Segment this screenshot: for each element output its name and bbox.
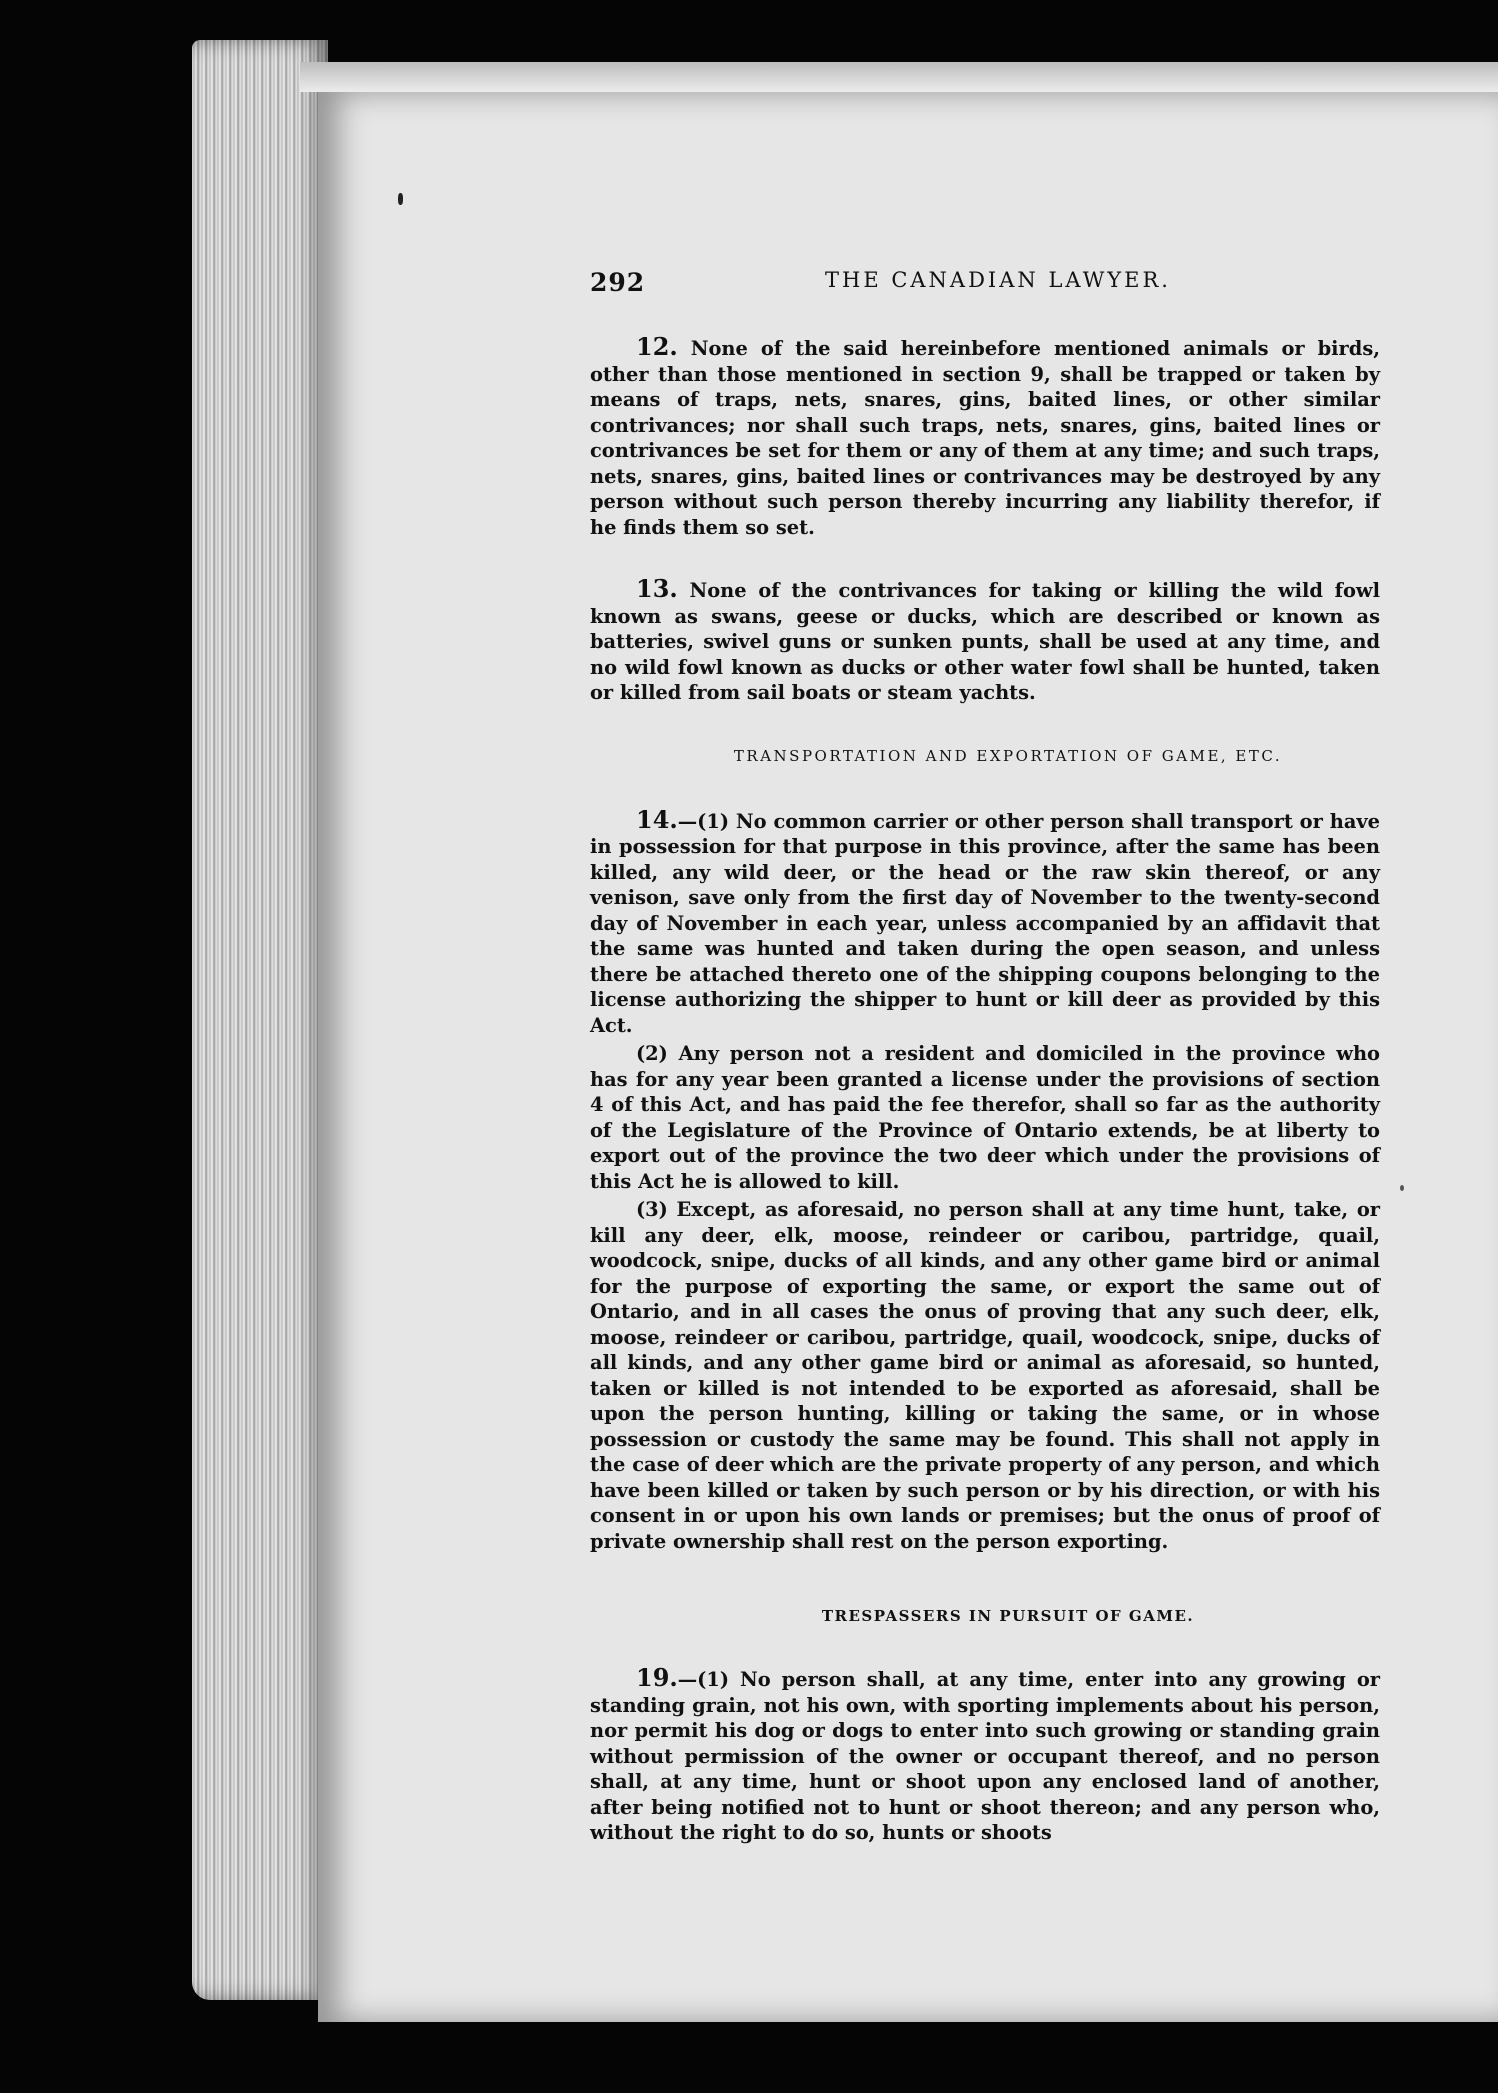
page-number: 292 [590,268,646,297]
heading-transportation: TRANSPORTATION AND EXPORTATION OF GAME, ETC. [733,746,1283,765]
section-14-2: (2) Any person not a resident and domiciled in the province who has for any year been granted a license under the provisions of section 4 of this Act, and has paid the fee therefor, shall so far as the authority of the Legislature of the Province of Ontario extends, be at liberty to export out of the province the two deer which under the provisions of this Act he is allowed to kill. [590,1042,1380,1193]
section-14-1 [590,804,1380,1039]
book-page-edges [192,40,328,2000]
section-number: 12. [636,332,678,361]
journal-title: THE CANADIAN LAWYER. [825,268,1171,292]
section-text: —(1) No person shall, at any time, enter into any growing or standing grain, not his own, with sporting implements about his person, nor permit his dog or dogs to enter into such growing or standing grain without permission of the owner or occupant thereof, and no person shall, at any time, hunt or shoot upon any enclosed land of another, after being notified not to hunt or shoot thereon; and any person who, without the right to do so, hunts or shoots [590,1668,1380,1844]
scan-mark [398,193,403,205]
section-number: 13. [636,574,678,603]
section-text: None of the said hereinbefore mentioned animals or birds, other than those mentioned in section 9, shall be trapped or taken by means of traps, nets, snares, gins, baited lines, or other similar contrivances; nor shall such traps, nets, snares, gins, baited lines or contrivances be set for them or any of them at any time; and such traps, nets, snares, gins, baited lines or contrivances may be destroyed by any person without such person thereby incurring any liability therefor, if he finds them so set. [590,337,1380,539]
section-number: 19. [636,1663,678,1692]
section-12 [590,334,1380,540]
scan-speck [1400,1185,1404,1191]
book-top-edge [300,62,1498,92]
section-text: None of the contrivances for taking or killing the wild fowl known as swans, geese or ducks, which are described or known as batteries, swivel guns or sunken punts, shall be used at any time, and no wild fowl known as ducks or other water fowl shall be hunted, taken or killed from sail boats or steam yachts. [590,579,1380,704]
section-13 [590,576,1380,706]
section-14-3: (3) Except, as aforesaid, no person shall at any time hunt, take, or kill any deer, elk, moose, reindeer or caribou, partridge, quail, woodcock, snipe, ducks of all kinds, and any other game bird or animal for the purpose of exporting the same, or export the same out of Ontario, and in all cases the onus of proving that any such deer, elk, moose, reindeer or caribou, partridge, quail, woodcock, snipe, ducks of all kinds, and any other game bird or animal as aforesaid, so hunted, taken or killed is not intended to be exported as aforesaid, shall be upon the person hunting, killing or taking the same, or in whose possession or custody the same may be found. This shall not apply in the case of deer which are the private property of any person, and which have been killed or taken by such person or by his direction, or with his consent in or upon his own lands or premises; but the onus of proof of private ownership shall rest on the person exporting. [590,1198,1380,1553]
heading-trespassers: TRESPASSERS IN PURSUIT OF GAME. [821,1607,1195,1625]
section-19-1 [590,1665,1380,1846]
section-number: 14. [636,804,678,834]
section-text: —(1) No common carrier or other person shall transport or have in possession for that purpose in this province, after the same has been killed, any wild deer, or the head or the raw skin thereof, or any venison, save only from the first day of November to the twenty-second day of November in each year, unless accompanied by an affidavit that the same was hunted and taken during the open season, and unless there be attached thereto one of the shipping coupons belonging to the license authorizing the shipper to hunt or kill deer as provided by this Act. [590,809,1380,1037]
page-body [590,334,1380,1846]
